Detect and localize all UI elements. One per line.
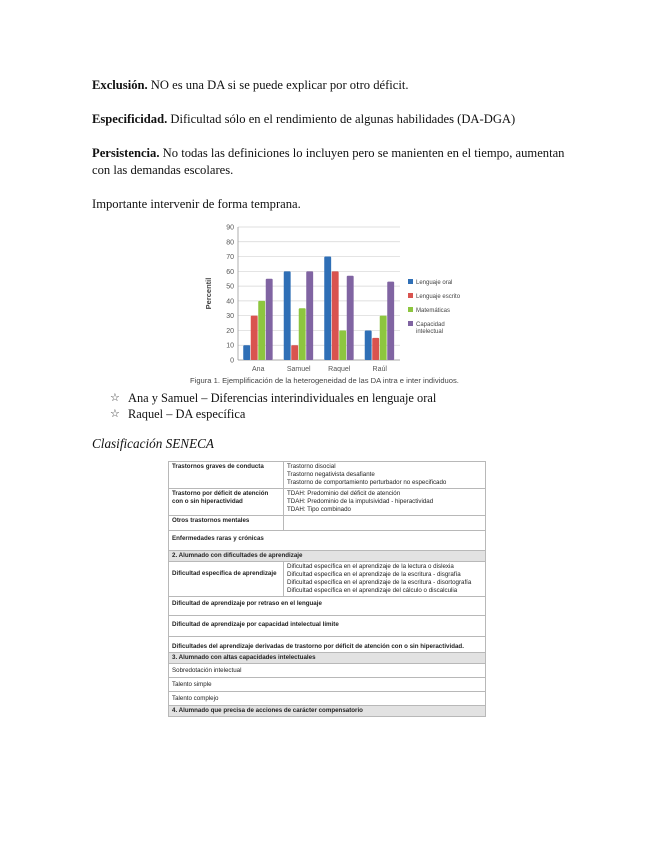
x-tick-label: Raúl — [372, 366, 387, 373]
bullet-list — [110, 390, 436, 422]
table-row — [169, 616, 486, 637]
y-tick-label: 40 — [226, 298, 234, 306]
section-header-cell — [169, 706, 486, 717]
category-label: Otros trastornos mentales — [172, 517, 250, 524]
table-items-cell — [284, 516, 486, 531]
y-tick-label: 20 — [226, 327, 234, 335]
item-text: TDAH: Tipo combinado — [287, 506, 351, 513]
x-tick-label: Raquel — [328, 366, 351, 373]
y-tick-label: 10 — [226, 342, 234, 350]
figure-caption: Figura 1. Ejemplificación de la heterogeneidad de las DA intra e inter individuos. — [190, 376, 459, 385]
y-tick-label: 80 — [226, 239, 234, 247]
item-text: Dificultad específica en el aprendizaje de la escritura - disortografía — [287, 579, 472, 586]
seneca-classification-table — [168, 461, 486, 717]
bar — [284, 271, 291, 360]
bar — [291, 345, 298, 360]
star-bullet-icon: ☆ — [110, 408, 120, 420]
list-item — [110, 390, 436, 406]
paragraph-term: Persistencia. — [92, 146, 160, 160]
table-section-row — [169, 551, 486, 562]
x-tick-label: Samuel — [286, 366, 311, 373]
table-full-cell — [169, 664, 486, 678]
list-item — [110, 406, 436, 422]
legend-label: Capacidad — [416, 322, 445, 328]
table-items-cell — [284, 562, 486, 597]
paragraph-especificidad — [92, 111, 582, 128]
item-text: Trastorno disocial — [287, 463, 336, 470]
item-text: Talento complejo — [172, 695, 219, 702]
paragraph-exclusion — [92, 77, 582, 94]
y-tick-label: 50 — [226, 283, 234, 291]
paragraph-term: Especificidad. — [92, 112, 168, 126]
category-label: Trastornos graves de conducta — [172, 463, 264, 470]
paragraph-text: No todas las definiciones lo incluyen pero se manienten en el tiempo, aumentan con las demandas escolares. — [92, 146, 565, 177]
legend-swatch — [408, 321, 413, 326]
table-row — [169, 462, 486, 489]
legend-label: intelectual — [416, 329, 444, 335]
x-tick-label: Ana — [252, 366, 265, 373]
table-category-cell — [169, 489, 284, 516]
table-full-cell — [169, 692, 486, 706]
category-label: Dificultad específica de aprendizaje — [172, 570, 277, 577]
table-row — [169, 692, 486, 706]
item-text: Dificultad específica en el aprendizaje de la lectura o dislexia — [287, 563, 454, 570]
table-full-cell — [169, 678, 486, 692]
legend-label: Lenguaje escrito — [416, 294, 461, 300]
list-item-text: Ana y Samuel – Diferencias interindividuales en lenguaje oral — [128, 391, 437, 405]
bar — [387, 282, 394, 360]
table-row — [169, 597, 486, 616]
category-label: Dificultad de aprendizaje por retraso en el lenguaje — [172, 600, 322, 607]
category-label: Dificultades del aprendizaje derivadas de trastorno por déficit de atención con o sin hiperactividad. — [172, 643, 464, 650]
bar — [266, 279, 273, 360]
table-full-cell — [169, 637, 486, 653]
table-category-cell — [169, 562, 284, 597]
category-label: Enfermedades raras y crónicas — [172, 535, 264, 542]
bar — [306, 271, 313, 360]
bar — [347, 276, 354, 360]
section-header-cell — [169, 551, 486, 562]
item-text: Sobredotación intelectual — [172, 667, 242, 674]
y-tick-label: 90 — [226, 224, 234, 232]
bar — [299, 308, 306, 360]
section-label: 3. Alumnado con altas capacidades intelectuales — [172, 654, 316, 661]
y-tick-label: 30 — [226, 313, 234, 321]
table-row — [169, 637, 486, 653]
paragraph-text: Importante intervenir de forma temprana. — [92, 197, 301, 211]
paragraph-text: NO es una DA si se puede explicar por otro déficit. — [147, 78, 409, 92]
table-full-cell — [169, 616, 486, 637]
paragraph-text: Dificultad sólo en el rendimiento de algunas habilidades (DA-DGA) — [167, 112, 516, 126]
bar — [332, 271, 339, 360]
percentile-bar-chart — [200, 218, 475, 376]
section-label: 4. Alumnado que precisa de acciones de carácter compensatorio — [172, 707, 363, 714]
table-row — [169, 562, 486, 597]
category-label: Trastorno por déficit de atención con o sin hiperactividad — [172, 490, 269, 505]
table-items-cell — [284, 462, 486, 489]
table-row — [169, 516, 486, 531]
y-tick-label: 0 — [230, 357, 234, 365]
item-text: Dificultad específica en el aprendizaje del cálculo o discalculia — [287, 587, 458, 594]
table-category-cell — [169, 462, 284, 489]
item-text: Talento simple — [172, 681, 212, 688]
table-full-cell — [169, 597, 486, 616]
table-category-cell — [169, 516, 284, 531]
item-text: Trastorno negativista desafiante — [287, 471, 375, 478]
bar — [372, 338, 379, 360]
legend-label: Matemáticas — [416, 308, 451, 314]
item-text: Trastorno de comportamiento perturbador no especificado — [287, 479, 447, 486]
item-text: TDAH: Predominio del déficit de atención — [287, 490, 401, 497]
bar — [243, 345, 250, 360]
bar — [251, 316, 258, 360]
table-section-row — [169, 653, 486, 664]
y-tick-label: 60 — [226, 268, 234, 276]
section-label: 2. Alumnado con dificultades de aprendizaje — [172, 552, 303, 559]
legend-swatch — [408, 293, 413, 298]
table-section-row — [169, 706, 486, 717]
section-heading: Clasificación SENECA — [92, 436, 214, 451]
bar — [324, 257, 331, 360]
bar — [339, 330, 346, 360]
table-row — [169, 489, 486, 516]
item-text: TDAH: Predominio de la impulsividad - hiperactividad — [287, 498, 434, 505]
y-axis-label: Percentil — [204, 277, 213, 310]
list-item-text: Raquel – DA específica — [128, 407, 246, 421]
legend-swatch — [408, 307, 413, 312]
table-full-cell — [169, 531, 486, 551]
bar — [365, 330, 372, 360]
paragraph-intervenir — [92, 196, 582, 213]
table-row — [169, 678, 486, 692]
legend-swatch — [408, 279, 413, 284]
table-items-cell — [284, 489, 486, 516]
item-text: Dificultad específica en el aprendizaje de la escritura - disgrafía — [287, 571, 461, 578]
y-tick-label: 70 — [226, 254, 234, 262]
category-label: Dificultad de aprendizaje por capacidad intelectual límite — [172, 621, 339, 628]
paragraph-persistencia — [92, 145, 582, 179]
star-bullet-icon: ☆ — [110, 392, 120, 404]
bar — [380, 316, 387, 360]
section-header-cell — [169, 653, 486, 664]
table-row — [169, 531, 486, 551]
legend-label: Lenguaje oral — [416, 280, 453, 286]
paragraph-term: Exclusión. — [92, 78, 148, 92]
table-row — [169, 664, 486, 678]
bar — [258, 301, 265, 360]
